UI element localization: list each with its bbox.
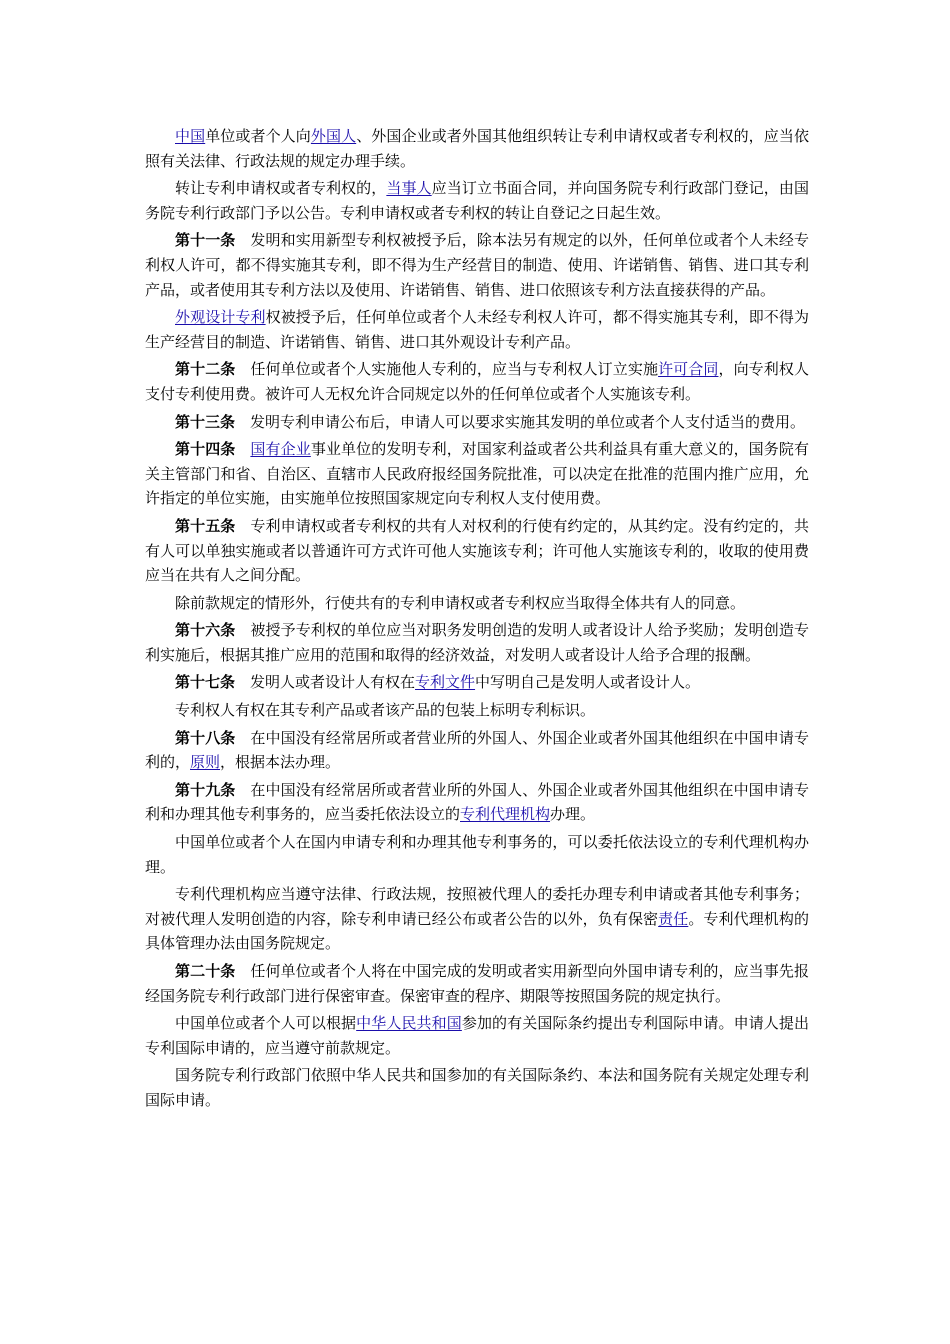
inline-link[interactable]: 专利代理机构 bbox=[460, 805, 551, 824]
paragraph-text: 专利代理机构应当遵守法律、行政法规，按照被代理人的委托办理专利申请或者其他专利事务；对被代理人发明创造的内容，除专利申请已经公布或者公告的以外，负有保密 bbox=[145, 885, 809, 928]
paragraph-text: 事业单位的发明专利，对国家利益或者公共利益具有重大意义的，国务院有关主管部门和省、自治区、直辖市人民政府报经国务院批准，可以决定在批准的范围内推广应用，允许指定的单位实施，由实施单位按照国家规定向专利权人支付使用费。 bbox=[145, 440, 809, 508]
article-number: 第十六条 bbox=[175, 621, 236, 640]
paragraph-text: 中国单位或者个人在国内申请专利和办理其他专利事务的，可以委托依法设立的专利代理机构办理。 bbox=[145, 833, 809, 876]
paragraph-text: 参加的有关国际条约提出专利国际申请。申请人提出专利国际申请的，应当遵守前款规定。 bbox=[145, 1014, 809, 1057]
paragraph bbox=[145, 591, 809, 616]
paragraph bbox=[145, 698, 809, 723]
paragraph bbox=[145, 830, 809, 879]
article-number: 第十三条 bbox=[175, 412, 236, 431]
paragraph bbox=[145, 618, 809, 667]
inline-link[interactable]: 国有企业 bbox=[250, 440, 311, 459]
inline-link[interactable]: 许可合同 bbox=[658, 360, 719, 379]
paragraph bbox=[145, 1063, 809, 1112]
paragraph-text: 中国单位或者个人可以根据 bbox=[175, 1014, 357, 1033]
paragraph-text: 权被授予后，任何单位或者个人未经专利权人许可，都不得实施其专利，即不得为生产经营目的制造、许诺销售、销售、进口其外观设计专利产品。 bbox=[145, 308, 809, 351]
article-number: 第十四条 bbox=[175, 440, 236, 459]
inline-link[interactable]: 专利文件 bbox=[415, 673, 476, 692]
article-number: 第十七条 bbox=[175, 673, 236, 692]
paragraph-text: 在中国没有经常居所或者营业所的外国人、外国企业或者外国其他组织在中国申请专利的， bbox=[145, 728, 809, 772]
paragraph-text: 、外国企业或者外国其他组织转让专利申请权或者专利权的，应当依照有关法律、行政法规的规定办理手续。 bbox=[145, 127, 809, 170]
paragraph-text: 。专利代理机构的具体管理办法由国务院规定。 bbox=[145, 909, 809, 953]
paragraph bbox=[145, 305, 809, 354]
paragraph bbox=[145, 228, 809, 302]
article-number: 第十九条 bbox=[175, 780, 236, 799]
paragraph bbox=[145, 726, 809, 775]
inline-link[interactable]: 责任 bbox=[658, 909, 689, 928]
paragraph bbox=[145, 882, 809, 956]
paragraph-text: 在中国没有经常居所或者营业所的外国人、外国企业或者外国其他组织在中国申请专利和办理其他专利事务的，应当委托依法设立的 bbox=[145, 780, 809, 824]
article-number: 第十二条 bbox=[175, 360, 236, 379]
paragraph bbox=[145, 959, 809, 1008]
paragraph-text: 应当订立书面合同，并向国务院专利行政部门登记，由国务院专利行政部门予以公告。专利申请权或者专利权的转让自登记之日起生效。 bbox=[145, 179, 809, 222]
paragraph bbox=[145, 357, 809, 406]
paragraph bbox=[145, 1011, 809, 1060]
article-number: 第十一条 bbox=[175, 231, 236, 250]
paragraph-text: 被授予专利权的单位应当对职务发明创造的发明人或者设计人给予奖励；发明创造专利实施后，根据其推广应用的范围和取得的经济效益，对发明人或者设计人给予合理的报酬。 bbox=[145, 621, 809, 664]
inline-link[interactable]: 当事人 bbox=[386, 179, 432, 198]
inline-link[interactable]: 中国 bbox=[175, 127, 206, 145]
paragraph bbox=[145, 437, 809, 511]
paragraph-text: 专利申请权或者专利权的共有人对权利的行使有约定的，从其约定。没有约定的，共有人可以单独实施或者以普通许可方式许可他人实施该专利；许可他人实施该专利的，收取的使用费应当在共有人之间分配。 bbox=[145, 516, 809, 585]
paragraph-text: 发明人或者设计人有权在 bbox=[250, 673, 416, 692]
paragraph bbox=[145, 124, 809, 173]
article-number: 第十八条 bbox=[175, 728, 236, 747]
paragraph bbox=[145, 410, 809, 435]
paragraph-text: 国务院专利行政部门依照中华人民共和国参加的有关国际条约、本法和国务院有关规定处理专利国际申请。 bbox=[145, 1066, 809, 1109]
paragraph-text: 专利权人有权在其专利产品或者该产品的包装上标明专利标识。 bbox=[175, 701, 596, 720]
paragraph-text: ，向专利权人支付专利使用费。被许可人无权允许合同规定以外的任何单位或者个人实施该专利。 bbox=[145, 360, 809, 403]
paragraph bbox=[145, 514, 809, 588]
paragraph-text: 中写明自己是发明人或者设计人。 bbox=[475, 673, 701, 692]
paragraph-text: 发明和实用新型专利权被授予后，除本法另有规定的以外，任何单位或者个人未经专利权人许可，都不得实施其专利，即不得为生产经营目的制造、使用、许诺销售、销售、进口其专利产品，或者使用其专利方法以及使用、许诺销售、销售、进口依照该专利方法直接获得的产品。 bbox=[145, 231, 809, 299]
paragraph-text: 办理。 bbox=[550, 805, 596, 824]
paragraph-text: 单位或者个人向 bbox=[205, 127, 311, 145]
inline-link[interactable]: 外国人 bbox=[310, 127, 357, 145]
paragraph-text: 发明专利申请公布后，申请人可以要求实施其发明的单位或者个人支付适当的费用。 bbox=[250, 412, 806, 431]
article-number: 第二十条 bbox=[175, 962, 236, 980]
document-body bbox=[145, 124, 809, 1116]
article-number: 第十五条 bbox=[175, 516, 236, 535]
paragraph-text: 除前款规定的情形外，行使共有的专利申请权或者专利权应当取得全体共有人的同意。 bbox=[175, 593, 746, 612]
paragraph bbox=[145, 778, 809, 827]
inline-link[interactable]: 原则 bbox=[190, 753, 221, 772]
paragraph-text: ，根据本法办理。 bbox=[220, 753, 341, 772]
paragraph-text: 任何单位或者个人实施他人专利的，应当与专利权人订立实施 bbox=[250, 360, 659, 379]
paragraph-text: 转让专利申请权或者专利权的， bbox=[175, 179, 387, 198]
inline-link[interactable]: 外观设计专利 bbox=[175, 308, 266, 327]
paragraph bbox=[145, 670, 809, 695]
paragraph-text: 任何单位或者个人将在中国完成的发明或者实用新型向外国申请专利的，应当事先报经国务院专利行政部门进行保密审查。保密审查的程序、期限等按照国务院的规定执行。 bbox=[145, 962, 809, 1005]
inline-link[interactable]: 中华人民共和国 bbox=[356, 1014, 462, 1033]
paragraph bbox=[145, 176, 809, 225]
